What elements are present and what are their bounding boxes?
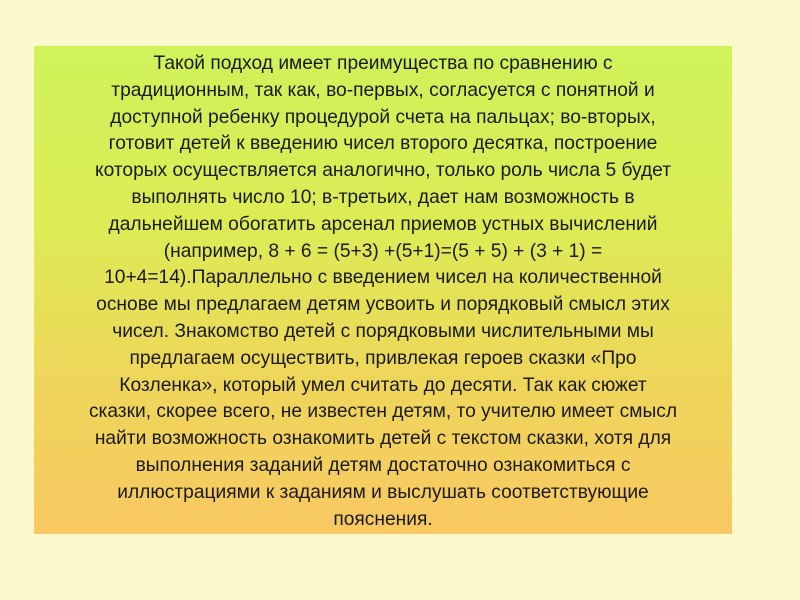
- text-line: пояснения.: [333, 508, 433, 530]
- text-line: готовит детей к введению чисел второго десятка, построение: [108, 133, 658, 155]
- text-line: доступной ребенку процедурой счета на пальцах; во-вторых,: [110, 106, 656, 128]
- text-line: которых осуществляется аналогично, только роль числа 5 будет: [94, 160, 672, 182]
- text-line: Козленка», который умел считать до десяти. Так как сюжет: [119, 374, 647, 396]
- body-paragraph: [40, 51, 726, 533]
- text-line: традиционным, так как, во-первых, согласуется с понятной и: [111, 79, 655, 101]
- text-line: чисел. Знакомство детей с порядковыми числительными мы: [112, 320, 654, 342]
- text-box: [34, 46, 732, 534]
- text-line: предлагаем осуществить, привлекая героев сказки «Про: [129, 347, 637, 369]
- text-line: дальнейшем обогатить арсенал приемов устных вычислений: [108, 213, 658, 235]
- text-line: выполнять число 10; в-третьих, дает нам возможность в: [131, 186, 635, 208]
- text-line: (например, 8 + 6 = (5+3) +(5+1)=(5 + 5) + (3 + 1) =: [163, 240, 603, 262]
- text-line: выполнения заданий детям достаточно ознакомиться с: [135, 454, 631, 476]
- text-line: найти возможность ознакомить детей с текстом сказки, хотя для: [94, 428, 672, 450]
- text-line: основе мы предлагаем детям усвоить и порядковый смысл этих: [96, 294, 670, 316]
- text-line: Такой подход имеет преимущества по сравнению с: [153, 53, 613, 74]
- text-line: иллюстрациями к заданиям и выслушать соответствующие: [117, 481, 649, 503]
- text-line: сказки, скорее всего, не известен детям, то учителю имеет смысл: [88, 401, 678, 423]
- text-line: 10+4=14).Параллельно с введением чисел на количественной: [104, 267, 662, 289]
